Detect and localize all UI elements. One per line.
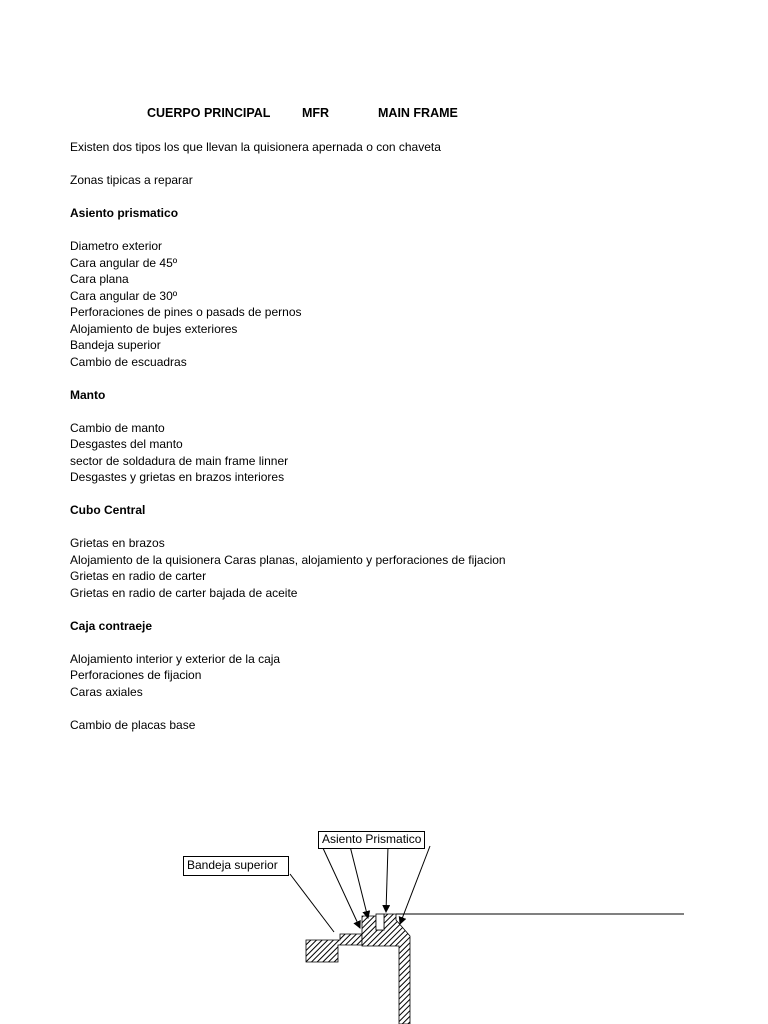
closing-text: Cambio de placas base <box>70 717 196 732</box>
bandeja-flange <box>306 934 362 962</box>
title-cuerpo-principal: CUERPO PRINCIPAL <box>147 106 271 120</box>
seat-slot <box>376 914 384 930</box>
label-bandeja-superior: Bandeja superior <box>183 856 289 876</box>
list-item: Perforaciones de fijacion <box>70 668 202 682</box>
list-item: Grietas en brazos <box>70 536 165 550</box>
list-item: Diametro exterior <box>70 239 163 253</box>
list-item: sector de soldadura de main frame linner <box>70 453 289 468</box>
list-item: Alojamiento de la quisionera Caras planas, alojamiento y perforaciones de fijacion <box>70 552 506 567</box>
list-item: Cambio de manto <box>70 420 165 435</box>
document-title-row <box>0 106 768 124</box>
arrow-asiento-2 <box>350 846 368 918</box>
list-item: Perforaciones de pines o pasads de pernos <box>70 305 302 319</box>
title-mfr: MFR <box>302 106 330 120</box>
list-item: Cambio de escuadras <box>70 354 187 369</box>
list-item: Caras axiales <box>70 684 143 699</box>
list-item: Cara angular de 45º <box>70 255 178 270</box>
list-item: Desgastes y grietas en brazos interiores <box>70 470 285 484</box>
document-body <box>70 139 750 733</box>
label-asiento-prismatico: Asiento Prismatico <box>318 831 425 849</box>
arrow-asiento-1 <box>322 846 360 928</box>
leader-bandeja <box>290 874 334 932</box>
section-heading-caja-contraeje: Caja contraeje <box>70 618 153 633</box>
list-item: Grietas en radio de carter bajada de aceite <box>70 585 298 600</box>
list-item: Grietas en radio de carter <box>70 569 207 583</box>
section-heading-cubo-central: Cubo Central <box>70 503 146 517</box>
arrow-asiento-3 <box>386 846 388 912</box>
section-heading-asiento: Asiento prismatico <box>70 206 179 220</box>
list-item: Bandeja superior <box>70 338 161 352</box>
list-item: Alojamiento de bujes exteriores <box>70 321 238 336</box>
title-main-frame: MAIN FRAME <box>378 106 458 120</box>
list-item: Cara angular de 30º <box>70 288 178 303</box>
list-item: Alojamiento interior y exterior de la caja <box>70 651 281 666</box>
list-item: Cara plana <box>70 272 129 286</box>
arrow-asiento-4 <box>400 846 430 924</box>
intro-text: Existen dos tipos los que llevan la quisionera apernada o con chaveta <box>70 140 441 154</box>
list-item: Desgastes del manto <box>70 437 183 451</box>
section-heading-manto: Manto <box>70 387 106 402</box>
zones-title: Zonas tipicas a reparar <box>70 173 193 187</box>
asiento-prismatico-body <box>362 914 410 1024</box>
